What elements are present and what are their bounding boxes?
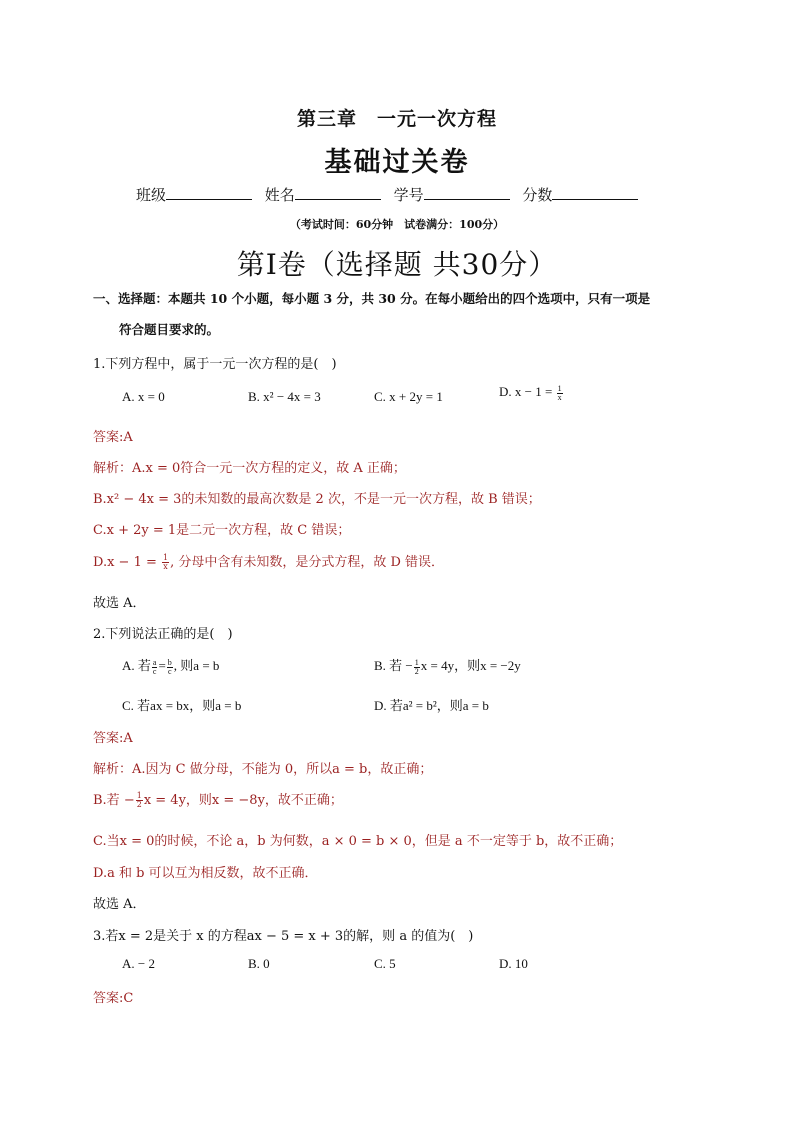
fraction-numerator: 1 (557, 383, 562, 393)
q1-explanation-2: B.x² − 4x = 3的未知数的最高次数是 2 次，不是一元一次方程，故 B 错误； (93, 492, 541, 507)
q2-option-b-post: x = 4y，则x = −2y (420, 658, 521, 673)
field-label-score: 分数 (522, 186, 553, 204)
fraction-denominator: x (557, 392, 562, 402)
q2-option-c: C. 若ax = bx，则a = b (122, 698, 242, 713)
fraction (414, 659, 420, 676)
q1-explanation-4-pre: D.x − 1 = (93, 555, 162, 570)
field-blank-id[interactable] (424, 185, 510, 200)
q3-option-b: B. 0 (248, 956, 270, 971)
q2-option-b-pre: B. 若 − (374, 658, 413, 673)
field-label-id: 学号 (393, 186, 424, 204)
fraction (136, 792, 143, 809)
q2-option-a-pre: A. 若 (122, 658, 151, 673)
q1-option-b: B. x² − 4x = 3 (248, 389, 321, 404)
fraction-denominator: x (163, 562, 168, 571)
q3-stem: 3.若x = 2是关于 x 的方程ax − 5 = x + 3的解，则 a 的值为( ) (93, 929, 474, 944)
q1-choose: 故选 A． (93, 596, 146, 611)
student-info-fields (136, 184, 646, 205)
q1-option-d (499, 384, 564, 402)
fraction (162, 554, 169, 571)
q1-explanation-4 (93, 551, 444, 571)
chapter-heading: 第三章 一元一次方程 (296, 108, 497, 130)
fraction-numerator: b (167, 657, 172, 667)
q2-option-a (122, 655, 219, 676)
q2-explanation-1: 解析：A.因为 C 做分母，不能为 0，所以a = b，故正确； (93, 762, 433, 777)
field-blank-score[interactable] (552, 185, 638, 200)
q2-option-a-mid: = (158, 658, 166, 673)
q2-choose: 故选 A． (93, 897, 146, 912)
q2-option-d: D. 若a² = b²，则a = b (374, 698, 489, 713)
q1-explanation-3: C.x + 2y = 1是二元一次方程，故 C 错误； (93, 523, 351, 538)
field-blank-class[interactable] (166, 185, 252, 200)
fraction-denominator: c (152, 666, 157, 676)
field-blank-name[interactable] (295, 185, 381, 200)
q3-option-c: C. 5 (374, 956, 396, 971)
section-instructions-cont: 符合题目要求的。 (119, 322, 220, 337)
fraction-numerator: 1 (136, 791, 142, 800)
fraction-denominator: c (168, 666, 172, 676)
q1-option-a: A. x = 0 (122, 389, 165, 404)
fraction-numerator: 1 (163, 553, 169, 562)
q1-option-d-text: D. x − 1 = (499, 384, 556, 399)
exam-title: 基础过关卷 (324, 147, 470, 178)
q2-explanation-2-post: x = 4y，则x = −8y，故不正确； (143, 793, 343, 808)
part-title: 第Ⅰ卷（选择题 共30分） (236, 248, 558, 281)
fraction (167, 659, 173, 676)
q2-explanation-2-pre: B.若 − (93, 793, 135, 808)
q3-option-a: A. − 2 (122, 956, 155, 971)
q1-stem: 1.下列方程中，属于一元一次方程的是( ) (93, 357, 337, 372)
fraction-denominator: 2 (414, 666, 419, 676)
fraction (557, 385, 563, 402)
fraction (152, 659, 158, 676)
q2-stem: 2.下列说法正确的是( ) (93, 627, 233, 642)
q3-option-d: D. 10 (499, 956, 528, 971)
q1-answer: 答案:A (93, 430, 133, 445)
fraction-numerator: a (152, 657, 157, 667)
q1-option-c: C. x + 2y = 1 (374, 389, 443, 404)
fraction-numerator: 1 (414, 657, 419, 667)
q2-answer: 答案:A (93, 731, 133, 746)
q1-explanation-4-post: , 分母中含有未知数，是分式方程，故 D 错误． (170, 555, 445, 570)
q2-explanation-4: D.a 和 b 可以互为相反数，故不正确． (93, 866, 318, 881)
field-label-name: 姓名 (264, 186, 295, 204)
section-instructions: 一、选择题：本题共 10 个小题，每小题 3 分，共 30 分。在每小题给出的四个选项中，只有一项是 (93, 291, 651, 306)
q1-explanation-1: 解析：A.x = 0符合一元一次方程的定义，故 A 正确； (93, 461, 406, 476)
fraction-denominator: 2 (136, 800, 142, 809)
time-info: （考试时间：60分钟 试卷满分：100分） (289, 218, 505, 231)
q2-option-b (374, 655, 521, 676)
q2-option-a-post: , 则a = b (173, 658, 220, 673)
field-label-class: 班级 (136, 186, 167, 204)
q2-explanation-3: C.当x = 0的时候，不论 a，b 为何数，a × 0 = b × 0，但是 a 不一定等于 b，故不正确； (93, 834, 623, 849)
q2-explanation-2 (93, 789, 343, 809)
q3-answer: 答案:C (93, 991, 134, 1006)
